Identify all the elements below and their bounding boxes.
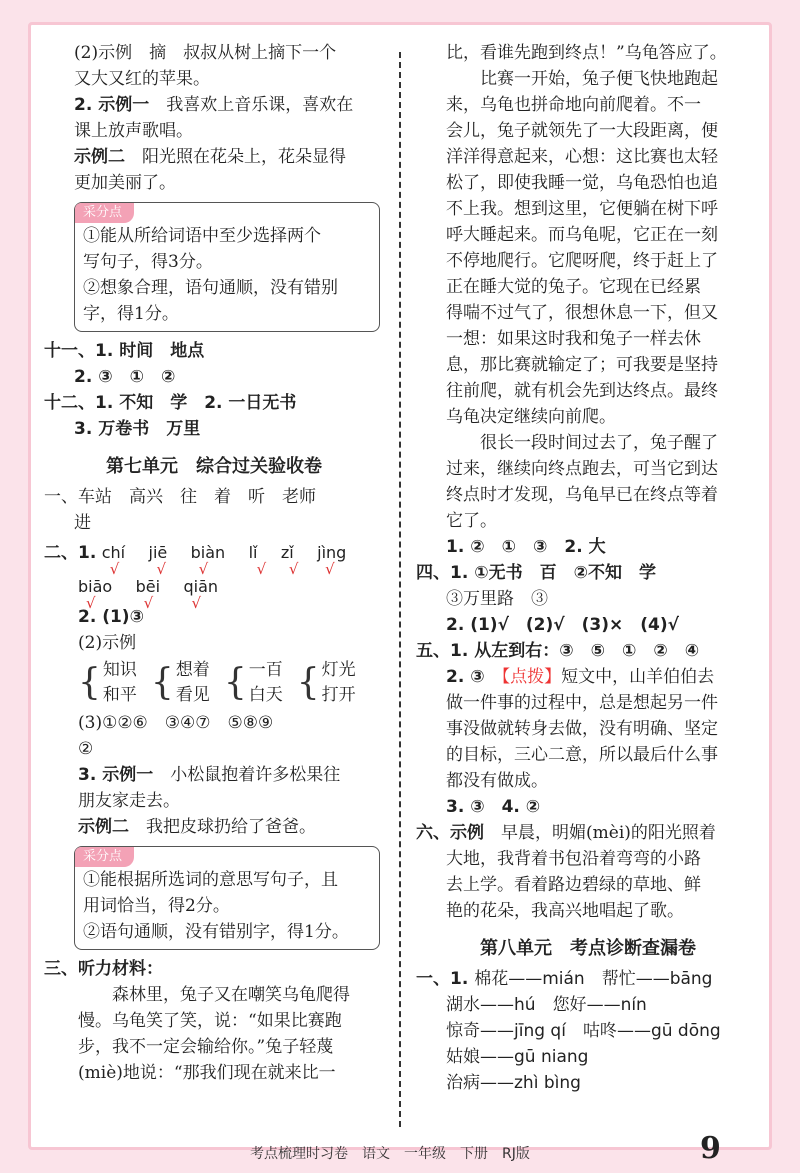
vocab-line: 一、1. 棉花——mián 帮忙——bāng bbox=[416, 969, 713, 989]
brace-group bbox=[224, 658, 283, 708]
brace-icon: { bbox=[150, 662, 174, 703]
story-line: 慢。乌龟笑了笑，说：“如果比赛跑 bbox=[78, 1011, 342, 1031]
vocab-word: 治病 bbox=[446, 1073, 480, 1093]
brace-icon: { bbox=[78, 662, 101, 703]
answer-line: 进 bbox=[74, 513, 91, 533]
answer-line: 事没做就转身去做，没有明确、坚定 bbox=[446, 719, 718, 739]
item-number: 示例二 bbox=[78, 817, 129, 837]
vocab-pinyin: bāng bbox=[669, 969, 713, 989]
answer-line: 更加美丽了。 bbox=[74, 173, 176, 193]
scoring-line: ①能根据所选词的意思写句子，且 bbox=[83, 870, 338, 890]
answer-line: 3. 万卷书 万里 bbox=[74, 419, 201, 439]
answer-text: 早晨，明媚(mèi)的阳光照着 bbox=[501, 823, 716, 843]
tip-tag: 【点拨】 bbox=[501, 667, 562, 687]
answer-line: 3. ③ 4. ② bbox=[446, 797, 541, 817]
vocab-word: 帮忙 bbox=[601, 969, 636, 989]
answer-line: (2)示例 bbox=[78, 633, 137, 653]
vocab-word: 咕咚 bbox=[582, 1021, 617, 1041]
answer-line: 1. ② ① ③ 2. 大 bbox=[446, 537, 606, 557]
section-five: 五、1. 从左到右：③ ⑤ ① ② ④ bbox=[416, 641, 700, 661]
story-line: 得喘不过气了，很想休息一下，但又 bbox=[446, 303, 718, 323]
answer-line bbox=[416, 664, 760, 690]
check-mark-icon: √ bbox=[256, 560, 267, 578]
section-three: 三、听力材料： bbox=[44, 959, 163, 979]
item-number: 一、1. bbox=[416, 969, 475, 989]
check-mark-icon: √ bbox=[109, 560, 120, 578]
vocab-pinyin: hú bbox=[514, 995, 536, 1015]
story-line: 不停地爬行。它爬呀爬，终于赶上了 bbox=[446, 251, 718, 271]
story-line: 正在睡大觉的兔子。它现在已经累 bbox=[446, 277, 701, 297]
scoring-line: ①能从所给词语中至少选择两个 bbox=[83, 226, 321, 246]
pinyin-answer: bēi √ bbox=[136, 570, 160, 604]
answer-line: 大地，我背着书包沿着弯弯的小路 bbox=[446, 849, 701, 869]
story-line: 它了。 bbox=[446, 511, 497, 531]
right-column bbox=[416, 40, 760, 1096]
brace-group bbox=[297, 658, 356, 708]
answer-text: 我喜欢上音乐课，喜欢在 bbox=[149, 95, 354, 115]
scoring-line: ②语句通顺，没有错别字，得1分。 bbox=[83, 922, 349, 942]
item-number: 2. 示例一 bbox=[74, 95, 150, 115]
story-line: 很长一段时间过去了，兔子醒了 bbox=[480, 433, 718, 453]
unit7-heading: 第七单元 综合过关验收卷 bbox=[106, 456, 322, 477]
left-column bbox=[44, 40, 384, 1086]
scoring-line: 字，得1分。 bbox=[83, 304, 179, 324]
story-line: 终点时才发现，乌龟早已在终点等着 bbox=[446, 485, 718, 505]
brace-word: 灯光 bbox=[321, 660, 356, 680]
answer-line bbox=[44, 92, 384, 118]
column-divider bbox=[399, 52, 401, 1127]
check-mark-icon: √ bbox=[86, 594, 96, 612]
check-mark-icon: √ bbox=[156, 560, 167, 578]
answer-line: (2)示例 摘 叔叔从树上摘下一个 bbox=[74, 43, 337, 63]
unit8-heading: 第八单元 考点诊断查漏卷 bbox=[480, 938, 696, 959]
story-line: 往前爬，就有机会先到达终点。最终 bbox=[446, 381, 718, 401]
vocab-word: 棉花 bbox=[474, 969, 509, 989]
answer-text: 我把皮球扔给了爸爸。 bbox=[129, 817, 316, 837]
story-line: 来，乌龟也拼命地向前爬着。不一 bbox=[446, 95, 701, 115]
story-line: 森林里，兔子又在嘲笑乌龟爬得 bbox=[112, 985, 350, 1005]
brace-word: 一百 bbox=[248, 660, 283, 680]
check-mark-icon: √ bbox=[143, 594, 154, 612]
pinyin-answer: jiē √ bbox=[149, 536, 168, 570]
check-mark-icon: √ bbox=[325, 560, 335, 578]
story-line: 步，我不一定会输给你。”兔子轻蔑 bbox=[78, 1037, 334, 1057]
scoring-points-box bbox=[74, 846, 380, 950]
answer-line: 2. (1)√ (2)√ (3)× (4)√ bbox=[446, 615, 679, 635]
story-line: 洋洋得意起来，心想：这比赛也太轻 bbox=[446, 147, 718, 167]
section-two-pinyin bbox=[44, 536, 384, 578]
vocab-word: 姑娘 bbox=[446, 1047, 480, 1067]
vocab-line: 湖水——hú 您好——nín bbox=[446, 995, 647, 1015]
answer-line: 去上学。看着路边碧绿的草地、鲜 bbox=[446, 875, 701, 895]
story-line: 会儿，兔子就领先了一大段距离，便 bbox=[446, 121, 718, 141]
check-mark-icon: √ bbox=[288, 560, 299, 578]
item-number: 六、示例 bbox=[416, 823, 484, 843]
pinyin-answer: biāo √ bbox=[78, 570, 112, 604]
story-line: (miè)地说：“那我们现在就来比一 bbox=[78, 1063, 336, 1083]
answer-line bbox=[44, 762, 384, 788]
story-line: 比赛一开始，兔子便飞快地跑起 bbox=[480, 69, 718, 89]
answer-line: (3)①②⑥ ③④⑦ ⑤⑧⑨ bbox=[78, 713, 274, 733]
brace-group bbox=[78, 658, 137, 708]
answer-line: 的目标，三心二意，所以最后什么事 bbox=[446, 745, 718, 765]
vocab-pinyin: mián bbox=[542, 969, 585, 989]
item-number: 示例二 bbox=[74, 147, 125, 167]
answer-text: 阳光照在花朵上，花朵显得 bbox=[125, 147, 346, 167]
answer-line: 朋友家走去。 bbox=[78, 791, 180, 811]
pinyin-answer: lǐ √ bbox=[249, 536, 258, 570]
story-line: 过来，继续向终点跑去，可当它到达 bbox=[446, 459, 718, 479]
section-eleven: 十一、1. 时间 地点 bbox=[44, 341, 205, 361]
story-line: 一想：如果这时我和兔子一样去休 bbox=[446, 329, 701, 349]
page-footer bbox=[0, 1131, 800, 1173]
scoring-line: 用词恰当，得2分。 bbox=[83, 896, 230, 916]
pinyin-answer: chí √ bbox=[102, 536, 125, 570]
vocab-pinyin: nín bbox=[620, 995, 647, 1015]
brace-group bbox=[151, 658, 210, 708]
vocab-pinyin: jīng qí bbox=[514, 1021, 566, 1041]
brace-icon: { bbox=[296, 662, 320, 703]
vocab-line: 姑娘——gū niang bbox=[446, 1047, 589, 1067]
answer-line: 2. ③ ① ② bbox=[74, 367, 176, 387]
story-line: 呼大睡起来。而乌龟呢，它正在一刻 bbox=[446, 225, 718, 245]
check-mark-icon: √ bbox=[191, 594, 202, 612]
answer-line bbox=[44, 144, 384, 170]
answer-line: ② bbox=[78, 739, 94, 759]
story-line: 比，看谁先跑到终点！”乌龟答应了。 bbox=[446, 43, 727, 63]
brace-word: 想着 bbox=[175, 660, 210, 680]
pinyin-answer: biàn √ bbox=[191, 536, 226, 570]
scoring-line: 写句子，得3分。 bbox=[83, 252, 213, 272]
story-line: 不上我。想到这里，它便躺在树下呼 bbox=[446, 199, 718, 219]
section-four: 四、1. ①无书 百 ②不知 学 bbox=[416, 563, 656, 583]
answer-line: ③万里路 ③ bbox=[446, 589, 548, 609]
story-line: 息，那比赛就输定了；可我要是坚持 bbox=[446, 355, 718, 375]
brace-word: 看见 bbox=[175, 685, 210, 705]
vocab-line: 惊奇——jīng qí 咕咚——gū dōng bbox=[446, 1021, 721, 1041]
section-twelve: 十二、1. 不知 学 2. 一日无书 bbox=[44, 393, 297, 413]
vocab-pinyin: gū niang bbox=[514, 1047, 589, 1067]
scoring-points-tag: 采分点 bbox=[75, 847, 134, 867]
vocab-word: 惊奇 bbox=[446, 1021, 480, 1041]
check-mark-icon: √ bbox=[198, 560, 209, 578]
scoring-points-tag: 采分点 bbox=[75, 203, 134, 223]
answer-line: 艳的花朵，我高兴地唱起了歌。 bbox=[446, 901, 684, 921]
vocab-pinyin: gū dōng bbox=[650, 1021, 721, 1041]
item-number: 2. ③ bbox=[446, 667, 485, 687]
answer-text: 小松鼠抱着许多松果往 bbox=[153, 765, 341, 785]
story-line: 松了，即使我睡一觉，乌龟恐怕也追 bbox=[446, 173, 718, 193]
scoring-line: ②想象合理，语句通顺，没有错别 bbox=[83, 278, 338, 298]
pinyin-answer: zǐ √ bbox=[281, 536, 294, 570]
answer-line: 做一件事的过程中，总是想起另一件 bbox=[446, 693, 718, 713]
vocab-word: 您好 bbox=[552, 995, 587, 1015]
answer-line: 都没有做成。 bbox=[446, 771, 548, 791]
answer-line: 课上放声歌唱。 bbox=[74, 121, 193, 141]
story-line: 乌龟决定继续向前爬。 bbox=[446, 407, 616, 427]
brace-icon: { bbox=[223, 662, 247, 703]
brace-word: 知识 bbox=[102, 660, 137, 680]
vocab-pinyin: zhì bìng bbox=[514, 1073, 581, 1093]
item-number: 二、1. bbox=[44, 543, 97, 563]
word-brace-groups bbox=[44, 658, 384, 708]
answer-line: 又大又红的苹果。 bbox=[74, 69, 210, 89]
scoring-points-box bbox=[74, 202, 380, 332]
brace-word: 打开 bbox=[321, 685, 356, 705]
pinyin-answer: qiān √ bbox=[183, 570, 218, 604]
brace-word: 白天 bbox=[248, 685, 283, 705]
pinyin-answer: jìng √ bbox=[317, 536, 346, 570]
answer-text: 短文中，山羊伯伯去 bbox=[561, 667, 715, 687]
page-number: 9 bbox=[700, 1131, 721, 1166]
vocab-line: 治病——zhì bìng bbox=[446, 1073, 581, 1093]
vocab-word: 湖水 bbox=[446, 995, 480, 1015]
section-six bbox=[416, 820, 760, 846]
section-one: 一、车站 高兴 往 着 听 老师 bbox=[44, 487, 316, 507]
item-number: 3. 示例一 bbox=[78, 765, 154, 785]
brace-word: 和平 bbox=[102, 685, 137, 705]
footer-text: 考点梳理时习卷 语文 一年级 下册 RJ版 bbox=[250, 1146, 530, 1162]
answer-line: 2. (1)③ bbox=[78, 607, 144, 627]
answer-line bbox=[44, 814, 384, 840]
